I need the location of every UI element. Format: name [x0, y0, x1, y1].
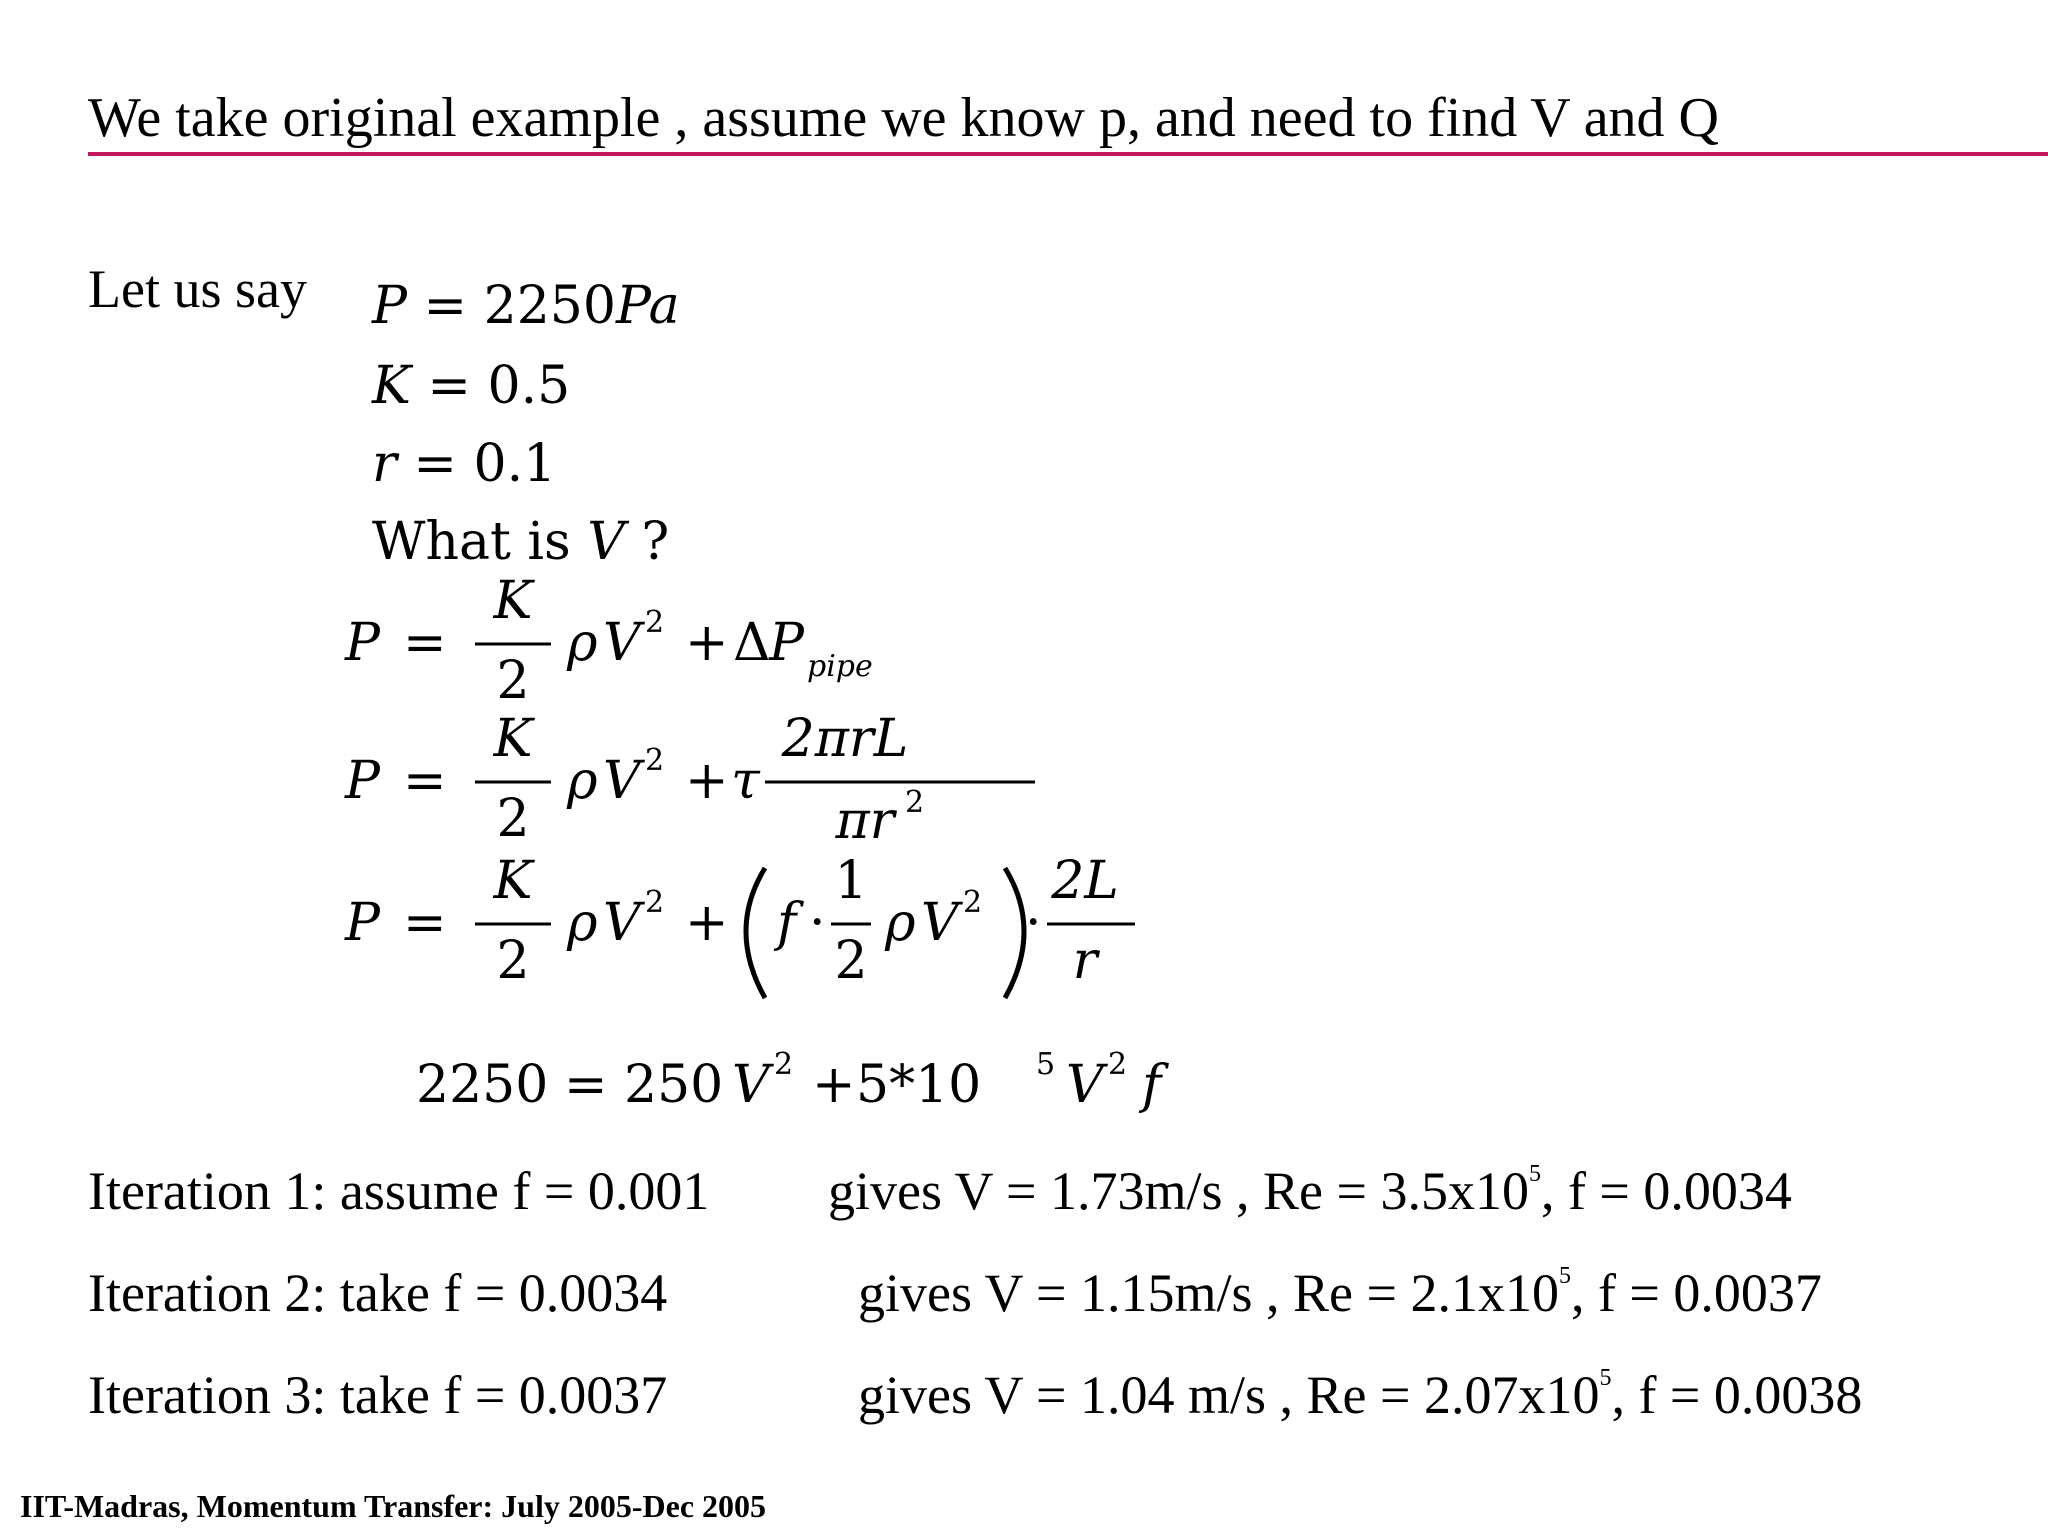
- given-pressure: P = 2250Pa: [372, 276, 680, 336]
- eq3-sq2: 2: [963, 885, 983, 920]
- eq1-k: K: [493, 571, 533, 631]
- equation-1-svg: [345, 571, 1045, 711]
- eq1-sub: pipe: [807, 649, 873, 684]
- title-underline: [88, 152, 2048, 156]
- eq2-two: 2: [496, 789, 530, 849]
- eq3-f: f: [777, 893, 797, 953]
- eq3-half-two: 2: [834, 931, 868, 991]
- iteration-row-3: [88, 1364, 1863, 1426]
- eq2-den-sq: 2: [905, 785, 925, 820]
- iteration-1-result: [828, 1160, 1792, 1222]
- eq1-v: V: [603, 613, 641, 673]
- k-value: 0.5: [487, 356, 571, 416]
- equation-3: [345, 851, 1345, 1014]
- eq3-k: K: [493, 851, 533, 911]
- iteration-1-result-a: gives V = 1.73m/s , Re = 3.5x10: [828, 1161, 1529, 1221]
- eq1-rho: ρ: [567, 613, 598, 673]
- eq2-plus: +: [685, 751, 729, 811]
- eq2-equals: =: [403, 751, 447, 811]
- given-k: K = 0.5: [372, 356, 571, 416]
- eq2-den: πr: [835, 791, 895, 851]
- slide-footer: IIT-Madras, Momentum Transfer: July 2005-Dec 2005: [20, 1488, 767, 1524]
- equation-2-svg: [345, 709, 1045, 858]
- final-lhs: 2250: [416, 1055, 549, 1115]
- eq3-left-paren: [746, 868, 765, 998]
- equation-3-svg: [345, 851, 1345, 1010]
- eq3-sq: 2: [645, 885, 665, 920]
- eq3-dot: ·: [809, 893, 826, 953]
- eq3-v: V: [603, 893, 641, 953]
- r-value: 0.1: [473, 434, 557, 494]
- iteration-row-1: [88, 1160, 1792, 1222]
- eq3-equals: =: [403, 893, 447, 953]
- equation-2: [345, 709, 1045, 862]
- eq3-one: 1: [834, 851, 868, 911]
- question-var: V: [587, 512, 625, 572]
- question-text: What is: [372, 512, 571, 572]
- p-value: 2250: [483, 276, 616, 336]
- iteration-3-result-a: gives V = 1.04 m/s , Re = 2.07x10: [858, 1365, 1600, 1425]
- eq3-rho: ρ: [567, 893, 598, 953]
- eq2-tau: τ: [731, 751, 760, 811]
- iteration-3-label: Iteration 3: take f = 0.0037: [88, 1365, 668, 1425]
- iteration-2-label: Iteration 2: take f = 0.0034: [88, 1263, 668, 1323]
- eq3-p: P: [345, 893, 380, 953]
- p-unit: Pa: [615, 276, 680, 336]
- iteration-3-exp: 5: [1599, 1365, 1612, 1391]
- final-f: f: [1142, 1055, 1162, 1115]
- equation-final: [416, 1044, 1316, 1128]
- equation-1: [345, 571, 1045, 714]
- question: [372, 512, 669, 572]
- eq3-r: r: [1072, 931, 1098, 991]
- p-symbol: P: [372, 276, 407, 336]
- eq3-right-paren: [1005, 868, 1024, 998]
- iteration-1-label: Iteration 1: assume f = 0.001: [88, 1161, 710, 1221]
- final-equals: =: [564, 1055, 608, 1115]
- iteration-2-result-a: gives V = 1.15m/s , Re = 2.1x10: [858, 1263, 1559, 1323]
- eq3-plus: +: [685, 893, 729, 953]
- final-plus: +: [812, 1055, 856, 1115]
- iteration-row-2: [88, 1262, 1822, 1324]
- final-a: 250: [624, 1055, 724, 1115]
- iteration-2-exp: 5: [1558, 1263, 1571, 1289]
- eq1-equals: =: [403, 613, 447, 673]
- iteration-1-exp: 5: [1528, 1161, 1541, 1187]
- final-exp: 5: [1036, 1047, 1056, 1082]
- eq1-two: 2: [496, 651, 530, 711]
- given-r: r = 0.1: [372, 434, 557, 494]
- eq2-rho: ρ: [567, 751, 598, 811]
- eq1-p: P: [345, 613, 380, 673]
- eq3-two: 2: [496, 931, 530, 991]
- question-mark: ?: [641, 512, 670, 572]
- given-intro: Let us say: [88, 259, 307, 319]
- eq3-v2: V: [921, 893, 959, 953]
- final-v2: V: [1066, 1055, 1104, 1115]
- eq2-p: P: [345, 751, 380, 811]
- iteration-2-result: [858, 1262, 1822, 1324]
- iteration-2-result-b: , f = 0.0037: [1570, 1263, 1822, 1323]
- eq1-sq: 2: [645, 605, 665, 640]
- eq3-dot2: ·: [1025, 893, 1042, 953]
- r-symbol: r: [372, 434, 397, 494]
- iteration-3-result-b: , f = 0.0038: [1611, 1365, 1863, 1425]
- eq2-sq: 2: [645, 743, 665, 778]
- eq1-delta: Δ: [733, 613, 771, 673]
- final-b: 5*10: [856, 1055, 982, 1115]
- eq1-plus: +: [685, 613, 729, 673]
- eq3-2l: 2L: [1051, 851, 1119, 911]
- eq1-p2: P: [769, 613, 804, 673]
- eq2-v: V: [603, 751, 641, 811]
- eq2-num: 2πrL: [781, 709, 909, 769]
- final-v: V: [732, 1055, 770, 1115]
- iteration-3-result: [858, 1364, 1862, 1426]
- eq3-rho2: ρ: [885, 893, 916, 953]
- final-sq2: 2: [1108, 1047, 1128, 1082]
- k-symbol: K: [372, 356, 411, 416]
- equation-final-svg: [416, 1044, 1316, 1124]
- iteration-1-result-b: , f = 0.0034: [1540, 1161, 1792, 1221]
- slide-title: We take original example , assume we know p, and need to find V and Q: [88, 87, 1719, 149]
- final-sq: 2: [774, 1047, 794, 1082]
- eq2-k: K: [493, 709, 533, 769]
